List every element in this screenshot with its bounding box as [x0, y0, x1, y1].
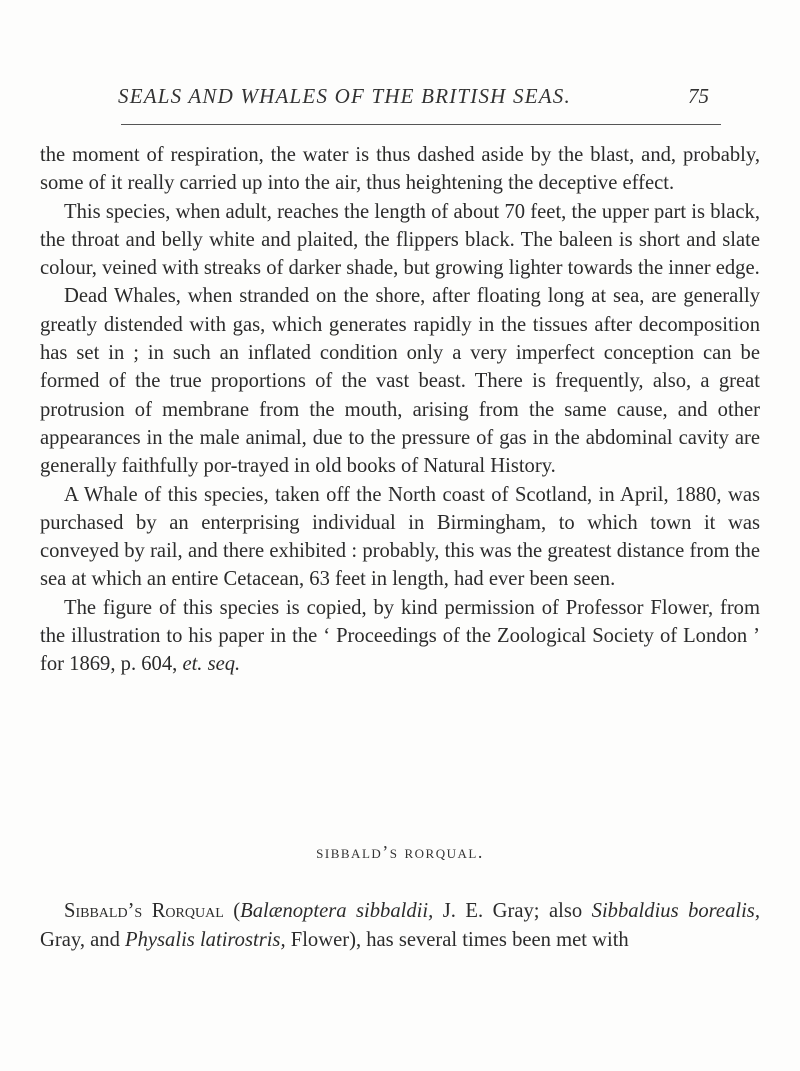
- figure-credit-italic: et. seq.: [182, 653, 241, 676]
- body-text-continued: [40, 897, 760, 954]
- section-heading: sibbald’s rorqual.: [316, 842, 484, 862]
- species-name: Physalis latirostris,: [125, 928, 286, 951]
- paragraph-figure-credit: [40, 594, 760, 679]
- species-name: Sibbaldius borealis,: [591, 900, 760, 922]
- text-run: J. E. Gray; also: [433, 900, 592, 922]
- paragraph: Dead Whales, when stranded on the shore, after floating long at sea, are generally greatly distended with gas, which generates rapidly in the tissues after decomposition has set in ; in such an inflated condition only a very imperfect conception can be formed of the true proportions of the vast beast. There is frequently, also, a great protrusion of membrane from the mouth, arising from the same cause, and other appearances in the male animal, due to the pressure of gas in the abdominal cavity are generally faithfully por-trayed in old books of Natural History.: [40, 285, 760, 478]
- paragraph: A Whale of this species, taken off the North coast of Scotland, in April, 1880, was purchased by an enterprising individual in Birmingham, to which town it was conveyed by rail, and there exhibited : probably, this was the greatest distance from the sea at which an entire Cetacean, 63 feet in length, had ever been seen.: [40, 483, 760, 591]
- figure-credit-text: The figure of this species is copied, by kind permission of Professor Flower, from the illustration to his paper in the ‘ Proceedings of the Zoological Society of London ’ for 1869, p. 604,: [40, 596, 760, 676]
- page-number: 75: [688, 84, 709, 108]
- species-name: Balænoptera sibbaldii,: [240, 900, 434, 922]
- text-run: Flower), has several times been met with: [285, 928, 629, 951]
- paragraph: the moment of respiration, the water is thus dashed aside by the blast, and, probably, some of it really carried up into the air, thus heightening the deceptive effect.: [40, 144, 760, 195]
- body-text: [40, 141, 760, 679]
- running-title: SEALS AND WHALES OF THE BRITISH SEAS.: [118, 84, 571, 108]
- text-run: Gray, and: [40, 928, 126, 951]
- paragraph-sibbald: [40, 897, 760, 954]
- paragraph: This species, when adult, reaches the length of about 70 feet, the upper part is black, the throat and belly white and plaited, the flippers black. The baleen is short and slate colour, veined with streaks of darker shade, but growing lighter towards the inner edge.: [40, 200, 760, 280]
- page-header: [0, 84, 800, 114]
- lead-small-caps: Sibbald’s Rorqual: [64, 900, 224, 922]
- text-run: (: [223, 900, 241, 922]
- header-rule: [121, 124, 721, 125]
